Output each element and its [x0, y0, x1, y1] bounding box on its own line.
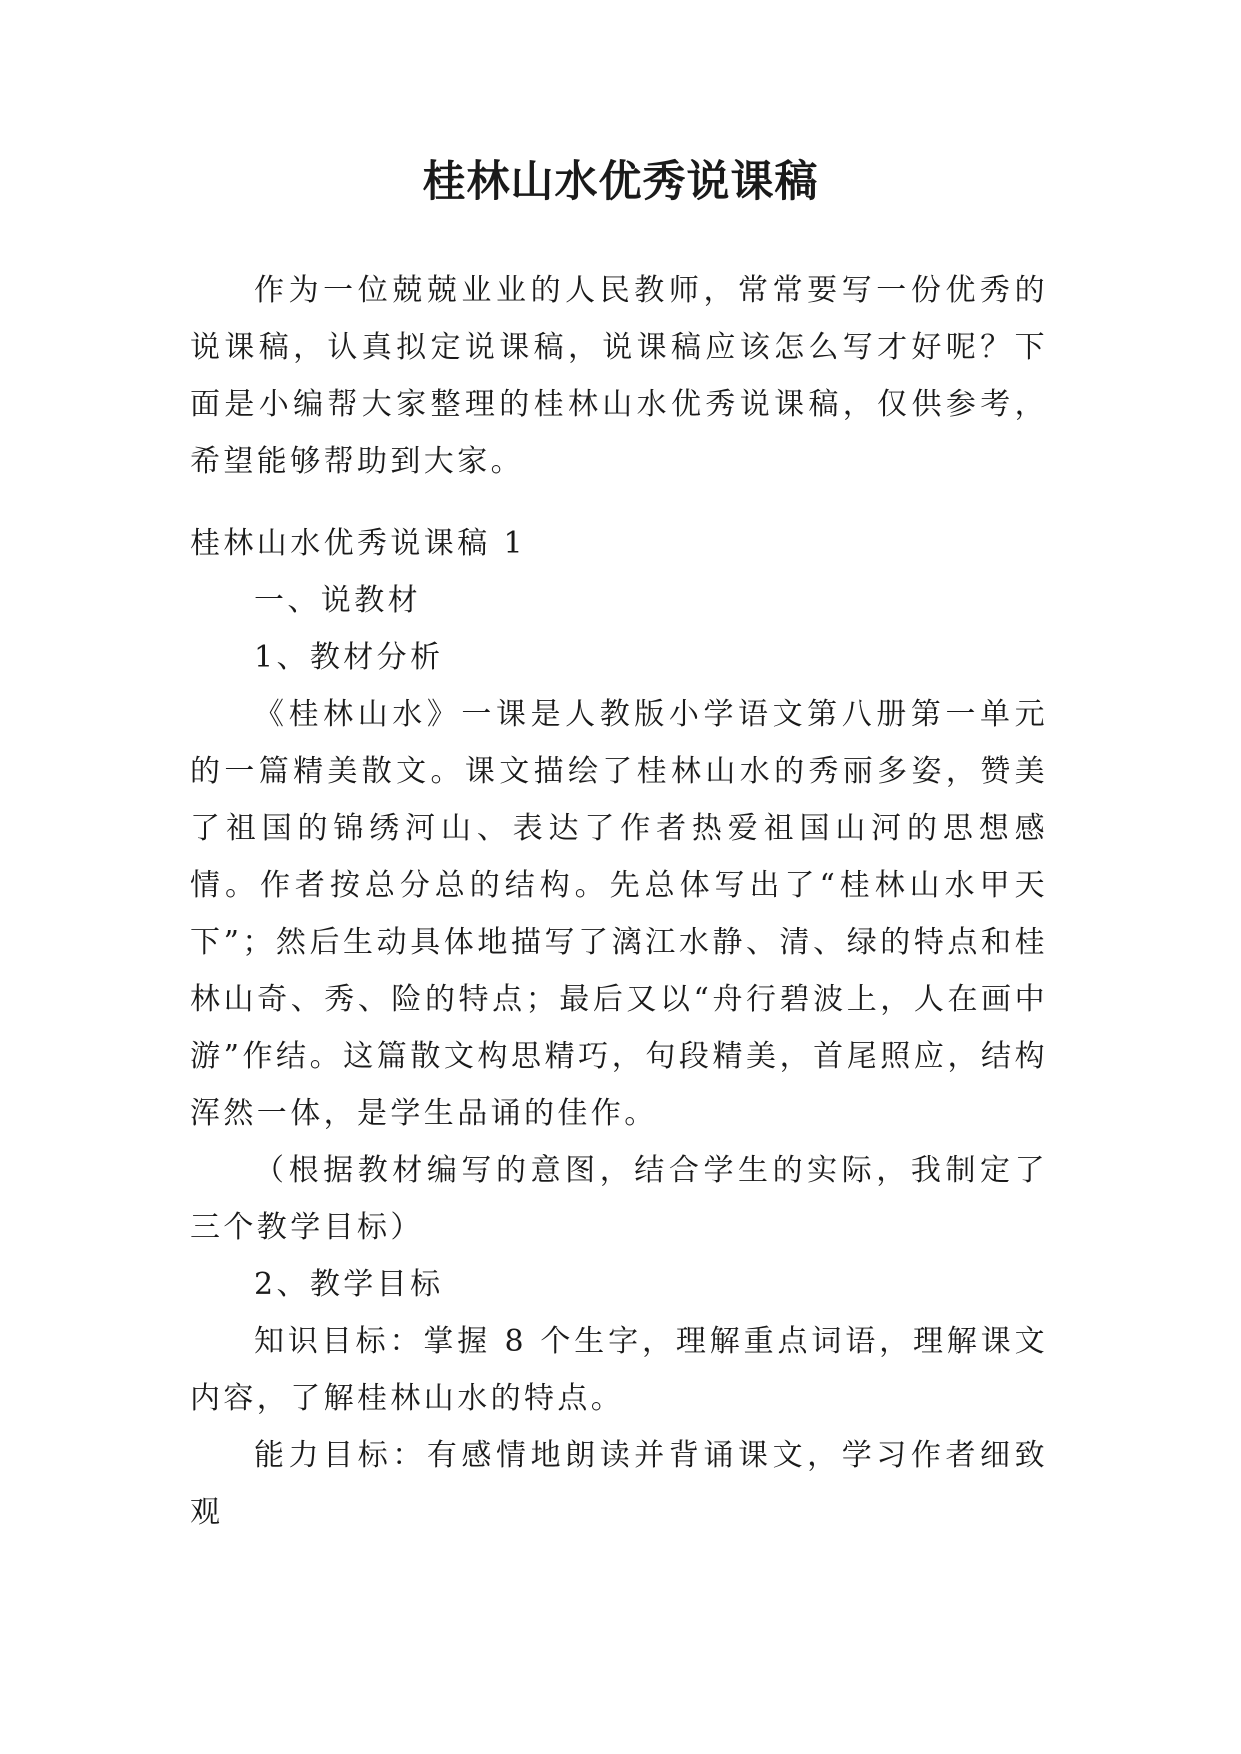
- document-title: 桂林山水优秀说课稿: [422, 157, 819, 207]
- goal-ability-paragraph: 能力目标：有感情地朗读并背诵课文，学习作者细致观: [190, 1438, 1048, 1530]
- goal-knowledge-paragraph: 知识目标：掌握 8 个生字，理解重点词语，理解课文内容，了解桂林山水的特点。: [190, 1324, 1048, 1416]
- heading-teaching-material: 一、说教材: [254, 583, 421, 618]
- heading-teaching-goals: 2、教学目标: [254, 1267, 444, 1302]
- note-paragraph: （根据教材编写的意图，结合学生的实际，我制定了三个教学目标）: [190, 1153, 1048, 1245]
- intro-block: [190, 262, 1048, 490]
- analysis-paragraph: 《桂林山水》一课是人教版小学语文第八册第一单元的一篇精美散文。课文描绘了桂林山水的秀丽多姿，赞美了祖国的锦绣河山、表达了作者热爱祖国山河的思想感情。作者按总分总的结构。先总体写出了“桂林山水甲天下”；然后生动具体地描写了漓江水静、清、绿的特点和桂林山奇、秀、险的特点；最后又以“舟行碧波上，人在画中游”作结。这篇散文构思精巧，句段精美，首尾照应，结构浑然一体，是学生品诵的佳作。: [190, 697, 1048, 1131]
- section-title: 桂林山水优秀说课稿 1: [190, 526, 527, 561]
- heading-material-analysis: 1、教材分析: [254, 640, 444, 675]
- intro-paragraph: 作为一位兢兢业业的人民教师，常常要写一份优秀的说课稿，认真拟定说课稿，说课稿应该怎么写才好呢？下面是小编帮大家整理的桂林山水优秀说课稿，仅供参考，希望能够帮助到大家。: [190, 273, 1048, 479]
- content-block: [190, 515, 1048, 1541]
